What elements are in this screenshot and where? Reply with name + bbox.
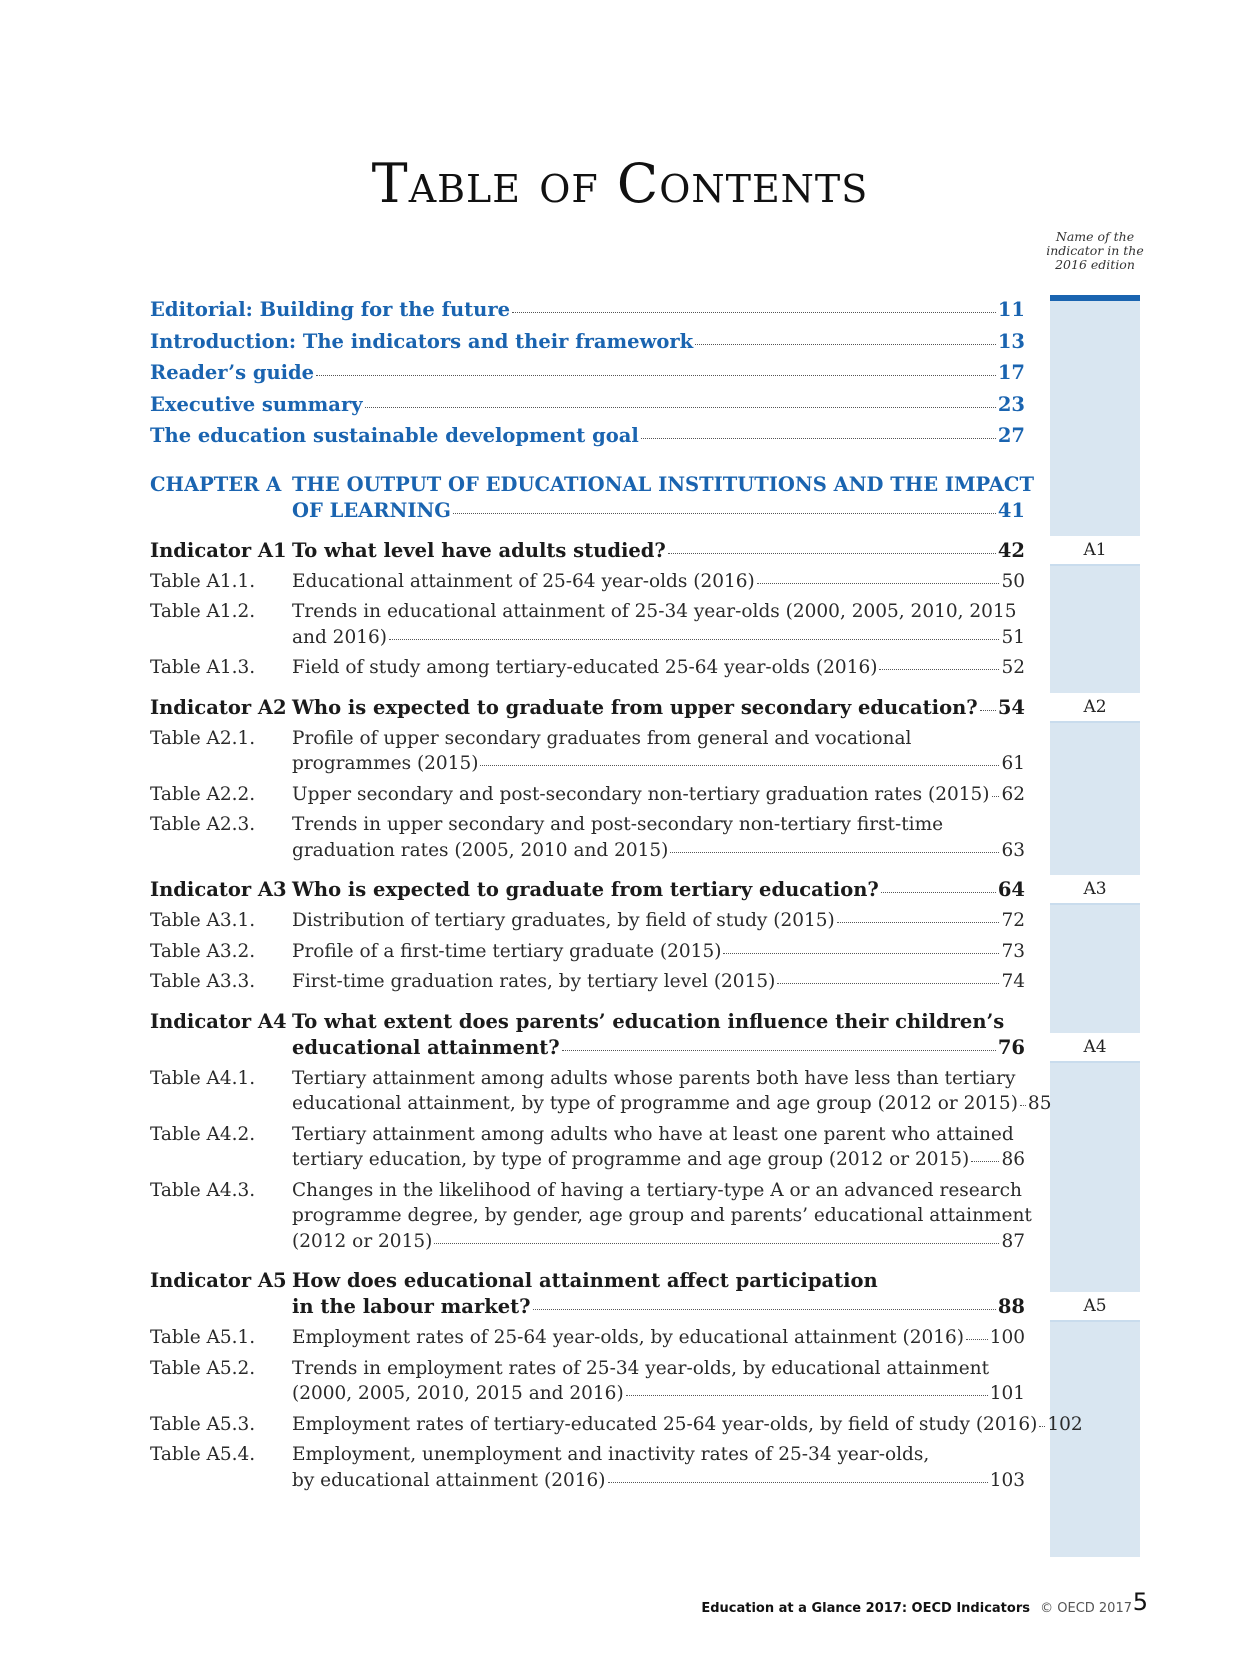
table-entry[interactable] [150, 812, 1025, 863]
table-entry[interactable] [150, 908, 1025, 934]
entry-line [292, 1412, 1083, 1438]
table-entry[interactable] [150, 726, 1025, 777]
entry-line [292, 908, 1025, 934]
entry-text: Educational attainment of 25-64 year-olds (2016) [292, 570, 755, 592]
table-entry-label: Table A3.2. [150, 940, 256, 962]
dot-leader [608, 1482, 988, 1483]
entry-line [292, 625, 1025, 651]
table-entry-label: Table A3.3. [150, 971, 256, 992]
entry-text: (2012 or 2015) [292, 1230, 433, 1252]
indicator-entry-title [292, 1009, 1025, 1061]
entry-line [292, 782, 1025, 808]
entry-line [292, 1381, 1025, 1407]
entry-line [150, 294, 1025, 326]
table-entry-label: Table A2.2. [150, 783, 256, 805]
dot-leader [562, 1050, 996, 1051]
side-column-top-bar [1050, 295, 1140, 301]
entry-line [292, 1203, 1032, 1229]
dot-leader [533, 1309, 996, 1310]
page-ref: 64 [997, 878, 1025, 901]
indicator-entry[interactable] [150, 695, 1025, 721]
dot-leader [626, 1395, 988, 1396]
indicator-entry-label: Indicator A5 [150, 1269, 287, 1292]
dot-leader [695, 344, 996, 345]
table-entry-title [292, 1356, 1025, 1407]
entry-text: The education sustainable development goal [150, 424, 639, 447]
table-entry-title [292, 1122, 1025, 1173]
entry-text: Trends in educational attainment of 25-34 year-olds (2000, 2005, 2010, 2015 [292, 601, 1017, 622]
table-entry-title [292, 939, 1025, 965]
indicator-code-marker: A3 [1050, 875, 1140, 905]
front-matter-link-title [150, 357, 1025, 389]
table-entry-label: Table A5.1. [150, 1327, 256, 1348]
entry-text: Reader’s guide [150, 361, 315, 384]
table-entry-label: Table A2.3. [150, 814, 256, 835]
entry-text: Who is expected to graduate from tertiary education? [292, 878, 879, 901]
table-entry-label: Table A4.3. [150, 1179, 256, 1201]
entry-text: Distribution of tertiary graduates, by field of study (2015) [292, 910, 835, 931]
dot-leader [879, 669, 999, 670]
dot-leader [480, 765, 999, 766]
indicator-entry-label: Indicator A2 [150, 695, 287, 719]
entry-text: by educational attainment (2016) [292, 1469, 606, 1491]
entry-text: tertiary education, by type of programme and age group (2012 or 2015) [292, 1149, 970, 1170]
entry-line [292, 569, 1025, 595]
entry-line [150, 389, 1025, 421]
entry-text: programme degree, by gender, age group and parents’ educational attainment [292, 1205, 1032, 1226]
entry-line [292, 498, 1025, 524]
entry-line [292, 472, 1034, 498]
indicator-entry-title [292, 695, 1025, 721]
page-ref: 63 [1001, 839, 1025, 861]
entry-line [292, 1147, 1025, 1173]
table-of-contents [150, 294, 1083, 1493]
page-ref: 27 [997, 424, 1025, 447]
dot-leader [881, 892, 996, 893]
table-entry[interactable] [150, 1178, 1032, 1255]
entry-text: Trends in employment rates of 25-34 year-olds, by educational attainment [292, 1357, 990, 1379]
entry-text: Tertiary attainment among adults whose parents both have less than tertiary [292, 1067, 1016, 1089]
table-entry-title [292, 812, 1025, 863]
chapter-heading[interactable] [150, 472, 1034, 524]
page-ref: 41 [997, 498, 1025, 522]
page-ref: 85 [1027, 1093, 1052, 1114]
dot-leader [971, 1161, 999, 1162]
table-entry-title [292, 1412, 1083, 1438]
dot-leader [641, 438, 996, 439]
entry-text: Executive summary [150, 392, 363, 416]
entry-line [292, 812, 1025, 838]
dot-leader [512, 312, 996, 313]
entry-text: First-time graduation rates, by tertiary level (2015) [292, 971, 776, 992]
dot-leader [1020, 1105, 1026, 1106]
dot-leader [757, 583, 1000, 584]
table-entry-title [292, 1178, 1032, 1255]
dot-leader [966, 1339, 988, 1340]
entry-line [292, 939, 1025, 965]
entry-text: OF LEARNING [292, 498, 451, 522]
table-entry-label: Table A1.2. [150, 601, 256, 622]
table-entry-title [292, 1066, 1052, 1117]
entry-line [150, 326, 1025, 358]
table-entry-label: Table A5.4. [150, 1444, 256, 1465]
entry-line [292, 538, 1025, 564]
entry-line [292, 1325, 1025, 1351]
entry-text: Profile of a first-time tertiary graduate (2015) [292, 940, 722, 962]
dot-leader [1039, 1426, 1045, 1427]
indicator-entry[interactable] [150, 877, 1025, 903]
entry-text: Trends in upper secondary and post-secondary non-tertiary first-time [292, 814, 944, 835]
entry-line [292, 726, 1025, 752]
table-entry[interactable] [150, 655, 1025, 681]
front-matter-link[interactable] [150, 294, 1025, 326]
chapter-heading-label: CHAPTER A [150, 472, 282, 496]
entry-line [292, 695, 1025, 721]
page-ref: 52 [1001, 657, 1025, 678]
entry-text: THE OUTPUT OF EDUCATIONAL INSTITUTIONS AND THE IMPACT [292, 472, 1034, 496]
table-entry-title [292, 569, 1025, 595]
entry-text: educational attainment, by type of programme and age group (2012 or 2015) [292, 1093, 1018, 1114]
table-entry-title [292, 726, 1025, 777]
entry-line [292, 751, 1025, 777]
entry-text: educational attainment? [292, 1035, 560, 1059]
entry-line [292, 1268, 1025, 1294]
entry-text: (2000, 2005, 2010, 2015 and 2016) [292, 1383, 624, 1404]
page-ref: 61 [1001, 753, 1025, 774]
publication-title: Education at a Glance 2017: OECD Indicators [701, 1601, 1030, 1616]
entry-text: Tertiary attainment among adults who have at least one parent who attained [292, 1123, 1014, 1145]
page-ref: 103 [989, 1469, 1025, 1491]
page-ref: 17 [997, 361, 1025, 384]
entry-line [292, 1178, 1025, 1204]
dot-leader [389, 639, 999, 640]
table-entry-label: Table A3.1. [150, 910, 256, 931]
entry-line [292, 838, 1025, 864]
page-title: Table of Contents [371, 152, 869, 215]
table-entry-label: Table A1.3. [150, 657, 256, 678]
table-entry[interactable] [150, 1442, 1025, 1493]
dot-leader [434, 1243, 999, 1244]
entry-line [292, 1035, 1025, 1061]
page-ref: 23 [997, 392, 1025, 416]
table-entry-title [292, 969, 1025, 995]
page-ref: 76 [997, 1035, 1025, 1059]
entry-line [292, 1356, 1025, 1382]
table-entry-title [292, 1442, 1025, 1493]
dot-leader [670, 852, 999, 853]
page-ref: 74 [1001, 971, 1025, 992]
table-entry-title [292, 908, 1025, 934]
dot-leader [365, 407, 996, 408]
entry-line [292, 1229, 1025, 1255]
indicator-entry[interactable] [150, 538, 1025, 564]
front-matter-link-title [150, 420, 1025, 452]
page-ref: 87 [1001, 1230, 1025, 1252]
page-ref: 50 [1001, 570, 1025, 592]
front-matter-link-title [150, 389, 1025, 421]
table-entry-label: Table A1.1. [150, 570, 256, 592]
front-matter-link[interactable] [150, 326, 1025, 358]
dot-leader [837, 922, 1000, 923]
entry-line [292, 1294, 1025, 1320]
table-entry-title [292, 655, 1025, 681]
page-ref: 42 [997, 538, 1025, 562]
page-footer [0, 1601, 1132, 1616]
entry-text: To what extent does parents’ education influence their children’s [292, 1009, 1005, 1033]
table-entry[interactable] [150, 569, 1025, 595]
page-ref: 13 [997, 329, 1025, 353]
entry-text: and 2016) [292, 626, 387, 648]
table-entry[interactable] [150, 1066, 1052, 1117]
table-entry[interactable] [150, 1412, 1083, 1438]
page-ref: 62 [1001, 783, 1025, 805]
dot-leader [980, 710, 996, 711]
indicator-entry[interactable] [150, 1009, 1025, 1061]
entry-line [292, 1122, 1025, 1148]
table-entry-title [292, 599, 1025, 650]
entry-text: in the labour market? [292, 1295, 531, 1318]
page-ref: 102 [1047, 1413, 1083, 1435]
page-ref: 51 [1001, 626, 1025, 648]
entry-line [292, 1066, 1025, 1092]
table-entry-label: Table A2.1. [150, 727, 256, 749]
page-ref: 101 [989, 1383, 1025, 1404]
entry-text: Who is expected to graduate from upper secondary education? [292, 695, 978, 719]
indicator-entry-label: Indicator A3 [150, 878, 287, 901]
table-entry[interactable] [150, 1122, 1025, 1173]
indicator-code-marker: A4 [1050, 1033, 1140, 1063]
dot-leader [723, 953, 999, 954]
entry-text: Employment rates of tertiary-educated 25-64 year-olds, by field of study (2016) [292, 1413, 1038, 1435]
indicator-code-marker: A1 [1050, 536, 1140, 566]
dot-leader [453, 513, 996, 514]
entry-line [150, 357, 1025, 389]
table-entry-title [292, 782, 1025, 808]
table-entry-label: Table A5.2. [150, 1357, 256, 1379]
front-matter-link[interactable] [150, 420, 1025, 452]
entry-line [292, 1442, 1025, 1468]
dot-leader [777, 983, 999, 984]
page-ref: 11 [997, 298, 1025, 321]
page-ref: 73 [1001, 940, 1025, 962]
table-entry[interactable] [150, 939, 1025, 965]
front-matter-link-title [150, 326, 1025, 358]
indicator-code-marker: A5 [1050, 1292, 1140, 1322]
entry-text: How does educational attainment affect participation [292, 1269, 878, 1292]
dot-leader [668, 553, 996, 554]
indicator-entry[interactable] [150, 1268, 1025, 1320]
table-entry[interactable] [150, 599, 1025, 650]
indicator-entry-label: Indicator A4 [150, 1009, 287, 1033]
entry-line [292, 1468, 1025, 1494]
copyright-notice: © OECD 2017 [1040, 1601, 1132, 1616]
dot-leader [316, 375, 996, 376]
page-ref: 86 [1001, 1149, 1025, 1170]
entry-line [292, 969, 1025, 995]
dot-leader [992, 796, 1000, 797]
indicator-entry-title [292, 538, 1025, 564]
entry-text: Employment, unemployment and inactivity rates of 25-34 year-olds, [292, 1444, 930, 1465]
entry-line [292, 877, 1025, 903]
page-ref: 54 [997, 695, 1025, 719]
table-entry[interactable] [150, 1325, 1025, 1351]
entry-line [292, 1091, 1052, 1117]
entry-line [292, 599, 1025, 625]
entry-text: Introduction: The indicators and their framework [150, 329, 694, 353]
table-entry[interactable] [150, 1356, 1025, 1407]
table-entry-label: Table A4.2. [150, 1123, 256, 1145]
entry-line [150, 420, 1025, 452]
page-ref: 72 [1001, 910, 1025, 931]
entry-text: Employment rates of 25-64 year-olds, by educational attainment (2016) [292, 1327, 964, 1348]
entry-line [292, 1009, 1025, 1035]
indicator-entry-title [292, 877, 1025, 903]
page-number: 5 [1132, 1588, 1148, 1616]
side-column-header: Name of the indicator in the 2016 edition [1046, 229, 1144, 272]
table-entry-label: Table A4.1. [150, 1067, 256, 1089]
indicator-entry-title [292, 1268, 1025, 1320]
table-entry[interactable] [150, 782, 1025, 808]
entry-text: To what level have adults studied? [292, 538, 666, 562]
table-entry-label: Table A5.3. [150, 1413, 256, 1435]
indicator-side-column [1050, 295, 1140, 1557]
indicator-code-marker: A2 [1050, 693, 1140, 723]
entry-text: Profile of upper secondary graduates from general and vocational [292, 727, 912, 749]
page-ref: 100 [989, 1327, 1025, 1348]
entry-text: Editorial: Building for the future [150, 298, 511, 321]
front-matter-link[interactable] [150, 357, 1025, 389]
indicator-entry-label: Indicator A1 [150, 538, 287, 562]
entry-text: graduation rates (2005, 2010 and 2015) [292, 839, 669, 861]
front-matter-link[interactable] [150, 389, 1025, 421]
front-matter-link-title [150, 294, 1025, 326]
table-entry-title [292, 1325, 1025, 1351]
entry-line [292, 655, 1025, 681]
entry-text: Field of study among tertiary-educated 25-64 year-olds (2016) [292, 657, 878, 678]
entry-text: Changes in the likelihood of having a tertiary-type A or an advanced research [292, 1179, 1022, 1201]
entry-text: Upper secondary and post-secondary non-tertiary graduation rates (2015) [292, 783, 990, 805]
entry-text: programmes (2015) [292, 753, 479, 774]
page-ref: 88 [997, 1295, 1025, 1318]
chapter-heading-title [292, 472, 1034, 524]
table-entry[interactable] [150, 969, 1025, 995]
